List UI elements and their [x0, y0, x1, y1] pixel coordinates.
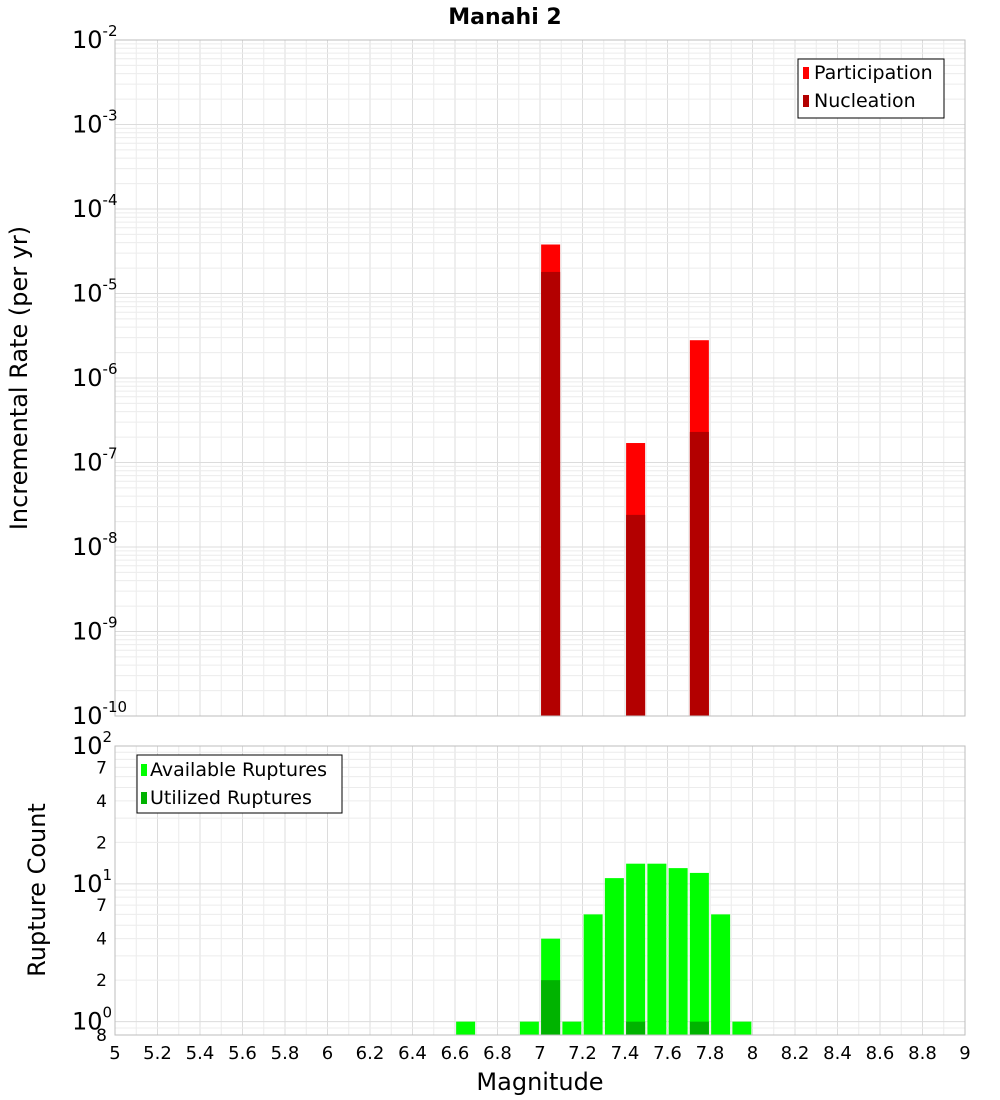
y-tick-label: $10^0$: [72, 1003, 113, 1036]
nucleation-bar: [541, 272, 560, 716]
x-tick-label: 9: [959, 1043, 971, 1064]
x-tick-label: 6.2: [355, 1043, 385, 1064]
legend-label-utilized: Utilized Ruptures: [150, 787, 312, 809]
top-grid: [115, 40, 965, 716]
bottom-x-ticks: [109, 1043, 970, 1064]
chart-title: Manahi 2: [448, 5, 562, 30]
legend-label-participation: Participation: [814, 62, 933, 84]
y-tick-label: $10^{-7}$: [72, 444, 118, 477]
y-tick-label: $10^{-4}$: [72, 191, 118, 223]
available-ruptures-bar: [520, 1022, 539, 1035]
top-legend: [798, 59, 944, 118]
x-tick-label: 5.2: [143, 1043, 172, 1064]
x-tick-label: 6: [321, 1043, 334, 1064]
x-tick-label: 5.4: [185, 1043, 215, 1064]
x-tick-label: 7: [534, 1043, 546, 1064]
y-tick-label: $10^{-9}$: [72, 613, 118, 646]
available-ruptures-bar: [647, 864, 666, 1035]
available-ruptures-bar: [605, 878, 624, 1035]
y-tick-label: $10^2$: [72, 728, 113, 760]
y-tick-label: 4: [96, 791, 107, 812]
x-tick-label: 5.8: [270, 1043, 300, 1064]
available-ruptures-bar: [711, 914, 730, 1035]
y-tick-label: $10^{-2}$: [72, 22, 118, 54]
x-axis-label: Magnitude: [476, 1068, 604, 1096]
x-tick-label: 8.4: [823, 1043, 852, 1064]
x-tick-label: 5: [109, 1043, 121, 1064]
x-tick-label: 6.6: [440, 1043, 470, 1064]
legend-label-available: Available Ruptures: [150, 759, 327, 781]
y-tick-label: $10^{-3}$: [72, 106, 118, 139]
legend-swatch-available: [141, 764, 147, 776]
x-tick-label: 5.6: [228, 1043, 257, 1064]
legend-swatch-participation: [803, 67, 809, 79]
top-y-axis-label: Incremental Rate (per yr): [5, 225, 33, 531]
x-tick-label: 8.6: [865, 1043, 895, 1064]
y-tick-label: $10^{-6}$: [72, 360, 118, 392]
available-ruptures-bar: [562, 1022, 581, 1035]
y-tick-label: $10^{-8}$: [72, 529, 118, 561]
available-ruptures-bar: [690, 873, 709, 1035]
nucleation-bar: [626, 515, 645, 716]
x-tick-label: 8.2: [780, 1043, 810, 1064]
bottom-y-axis-label: Rupture Count: [23, 803, 51, 977]
available-ruptures-bar: [732, 1022, 751, 1035]
utilized-ruptures-bar: [626, 1022, 645, 1035]
bottom-plot: [23, 728, 971, 1096]
x-tick-label: 7.4: [610, 1043, 640, 1064]
x-tick-label: 7.6: [653, 1043, 682, 1064]
y-tick-label: $10^1$: [72, 865, 113, 898]
y-tick-label: 2: [96, 833, 107, 854]
y-tick-label: 4: [96, 929, 107, 950]
y-tick-label: $10^{-10}$: [72, 698, 128, 730]
y-tick-label: 8: [96, 1026, 107, 1046]
legend-swatch-utilized: [141, 792, 147, 804]
top-plot: [5, 22, 965, 730]
x-tick-label: 6.4: [398, 1043, 427, 1064]
x-tick-label: 8.8: [908, 1043, 937, 1064]
x-tick-label: 6.8: [483, 1043, 512, 1064]
y-tick-label: 2: [96, 971, 107, 992]
available-ruptures-bar: [456, 1022, 475, 1035]
y-tick-label: 7: [96, 758, 107, 779]
bottom-legend: [137, 755, 342, 813]
available-ruptures-bar: [669, 868, 688, 1035]
legend-label-nucleation: Nucleation: [814, 90, 916, 112]
x-tick-label: 7.2: [568, 1043, 597, 1064]
nucleation-bar: [690, 432, 709, 716]
x-tick-label: 8: [746, 1043, 759, 1064]
available-ruptures-bar: [626, 864, 645, 1035]
y-tick-label: $10^{-5}$: [72, 275, 118, 308]
x-tick-label: 7.8: [695, 1043, 725, 1064]
bottom-y-ticks: [72, 728, 112, 1046]
available-ruptures-bar: [584, 914, 603, 1035]
y-tick-label: 7: [96, 896, 107, 917]
legend-swatch-nucleation: [803, 95, 809, 107]
utilized-ruptures-bar: [541, 980, 560, 1035]
utilized-ruptures-bar: [690, 1022, 709, 1035]
